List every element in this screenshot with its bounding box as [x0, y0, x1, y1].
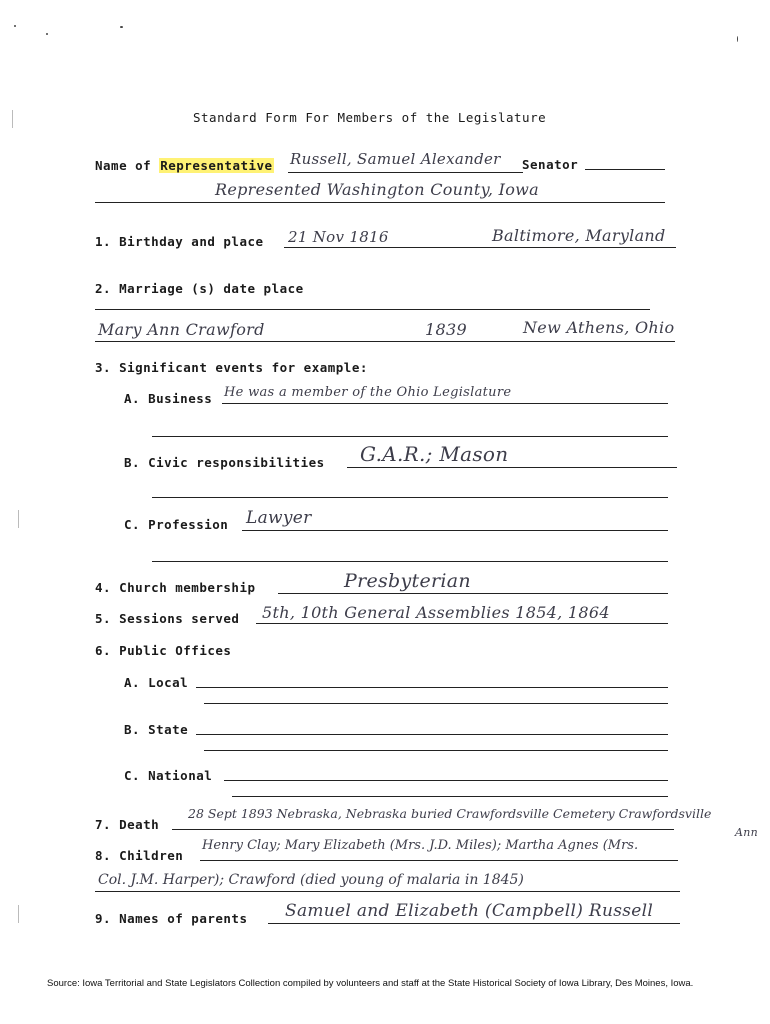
name-underline: [288, 172, 523, 173]
name-value[interactable]: Russell, Samuel Alexander: [290, 150, 501, 168]
scan-speck: [120, 26, 123, 28]
local-label: A. Local: [124, 675, 189, 690]
events-label: 3. Significant events for example:: [95, 360, 368, 375]
parents-underline: [268, 923, 680, 924]
offices-label: 6. Public Offices: [95, 643, 232, 658]
local-underline: [196, 687, 668, 688]
parents-value[interactable]: Samuel and Elizabeth (Campbell) Russell: [285, 901, 654, 921]
profession-value[interactable]: Lawyer: [246, 508, 312, 528]
death-underline: [172, 829, 674, 830]
birthday-place[interactable]: Baltimore, Maryland: [492, 226, 666, 245]
form-title: Standard Form For Members of the Legislature: [193, 110, 547, 125]
birthday-label: 1. Birthday and place: [95, 234, 264, 249]
children-underline: [200, 860, 678, 861]
business-label: A. Business: [124, 391, 213, 406]
parents-label: 9. Names of parents: [95, 911, 248, 926]
birthday-date[interactable]: 21 Nov 1816: [288, 228, 389, 246]
national-underline: [224, 780, 668, 781]
children-label: 8. Children: [95, 848, 184, 863]
business-value[interactable]: He was a member of the Ohio Legislature: [224, 385, 512, 400]
children-value[interactable]: Henry Clay; Mary Elizabeth (Mrs. J.D. Miles); Martha Agnes (Mrs.: [202, 838, 639, 853]
state-underline: [196, 734, 668, 735]
scan-edge-mark: [18, 510, 19, 528]
church-label: 4. Church membership: [95, 580, 256, 595]
name-field-row: [95, 158, 274, 173]
scan-speck: [737, 36, 738, 42]
name-label-prefix: Name of: [95, 158, 152, 173]
marriage-top-line: [95, 309, 650, 310]
senator-underline: [585, 169, 665, 170]
children-line2-underline: [95, 891, 680, 892]
civic-underline: [347, 467, 677, 468]
national-label: C. National: [124, 768, 213, 783]
marriage-underline: [95, 341, 675, 342]
civic-label: B. Civic responsibilities: [124, 455, 325, 470]
senator-label: Senator: [522, 157, 579, 172]
sessions-underline: [256, 623, 668, 624]
scan-edge-mark: [12, 110, 13, 128]
profession-underline: [242, 530, 668, 531]
sessions-label: 5. Sessions served: [95, 611, 240, 626]
scan-speck: [46, 33, 48, 35]
scan-speck: [14, 25, 16, 27]
business-extra-line: [152, 436, 668, 437]
national-extra-line: [232, 796, 668, 797]
representative-label: Representative: [160, 158, 273, 173]
business-underline: [222, 403, 668, 404]
scan-edge-mark: [18, 905, 19, 923]
state-label: B. State: [124, 722, 189, 737]
civic-value[interactable]: G.A.R.; Mason: [360, 442, 509, 466]
marriage-label: 2. Marriage (s) date place: [95, 281, 304, 296]
children-value-note: Ann: [735, 826, 759, 839]
marriage-place[interactable]: New Athens, Ohio: [523, 318, 675, 337]
name-value-line2[interactable]: Represented Washington County, Iowa: [215, 180, 539, 199]
sessions-value[interactable]: 5th, 10th General Assemblies 1854, 1864: [262, 603, 610, 622]
death-value[interactable]: 28 Sept 1893 Nebraska, Nebraska buried Crawfordsville Cemetery Crawfordsville: [188, 806, 712, 821]
children-value-line2[interactable]: Col. J.M. Harper); Crawford (died young of malaria in 1845): [98, 872, 524, 888]
name-line2-underline: [95, 202, 665, 203]
death-label: 7. Death: [95, 817, 160, 832]
local-extra-line: [204, 703, 668, 704]
church-value[interactable]: Presbyterian: [344, 570, 471, 592]
marriage-year[interactable]: 1839: [425, 320, 467, 339]
source-footer: Source: Iowa Territorial and State Legislators Collection compiled by volunteers and staff at the State Historical Society of Iowa Library, Des Moines, Iowa.: [47, 978, 694, 989]
marriage-spouse[interactable]: Mary Ann Crawford: [98, 320, 265, 339]
profession-extra-line: [152, 561, 668, 562]
church-underline: [278, 593, 668, 594]
birthday-underline: [284, 247, 676, 248]
civic-extra-line: [152, 497, 668, 498]
state-extra-line: [204, 750, 668, 751]
profession-label: C. Profession: [124, 517, 229, 532]
